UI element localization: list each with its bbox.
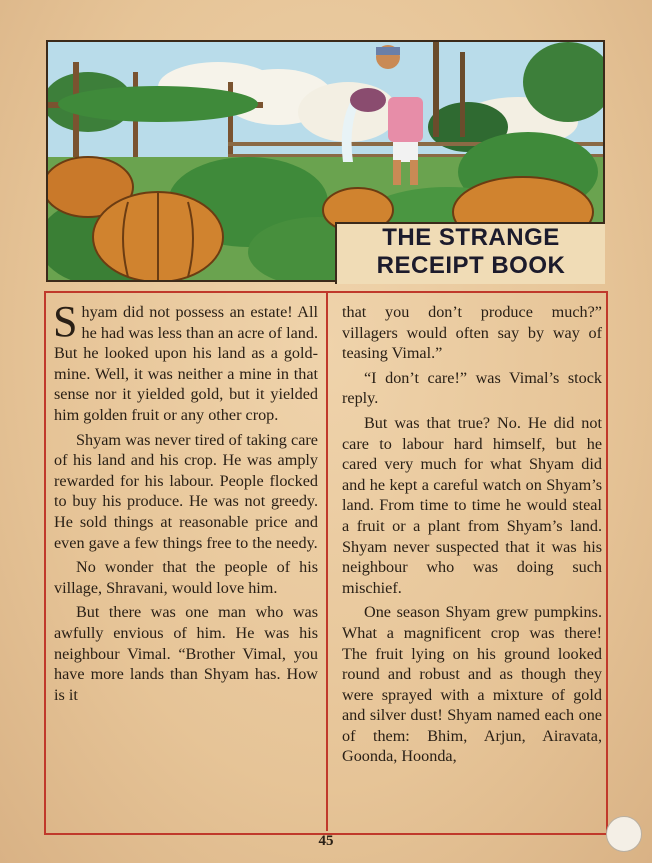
- column-divider: [326, 291, 328, 831]
- paragraph: One season Shyam grew pumpkins. What a magnificent crop was there! The fruit lying on his ground looked round and robust and as though they were sprayed with a mixture of gold and silver dust! Shyam named each one of them: Bhim, Arjun, Airavata, Goonda, Hoonda,: [342, 603, 602, 766]
- title-line-2: RECEIPT BOOK: [376, 252, 566, 279]
- paragraph: [53, 297, 318, 426]
- paragraph: Shyam was never tired of taking care of his land and his crop. He was amply rewarded for his labour. People flocked to buy his produce. He was not greedy. He sold things at reasonable price and even gave a few things free to the needy.: [54, 430, 318, 552]
- paragraph: “I don’t care!” was Vimal’s stock reply.: [342, 368, 602, 408]
- library-stamp-icon: [606, 816, 642, 852]
- left-column: [53, 297, 318, 709]
- right-column: [342, 302, 602, 771]
- story-title: [335, 222, 605, 284]
- drop-cap: S: [53, 297, 78, 346]
- paragraph: No wonder that the people of his village, Shravani, would love him.: [54, 558, 318, 597]
- paragraph-text: hyam did not possess an estate! All he had was less than an acre of land. But he looked upon his land as a gold-mine. Well, it was neither a mine in that sense nor it yielded gold, but it yielded him golden fruit or any other crop.: [54, 303, 318, 424]
- page-number: 45: [318, 833, 334, 849]
- title-line-1: THE STRANGE: [382, 224, 560, 251]
- paragraph: But there was one man who was awfully envious of him. He was his neighbour Vimal. “Brother Vimal, you have more lands than Shyam has. How is it: [54, 603, 318, 704]
- paragraph: that you don’t produce much?” villagers would often say by way of teasing Vimal.”: [342, 303, 602, 363]
- paragraph: But was that true? No. He did not care to labour hard himself, but he cared very much for what Shyam did and he kept a careful watch on Shyam’s land. From time to time he would steal a fruit or a plant from Shyam’s land. Shyam never suspected that it was his neighbour who was doing such mischief.: [342, 413, 602, 597]
